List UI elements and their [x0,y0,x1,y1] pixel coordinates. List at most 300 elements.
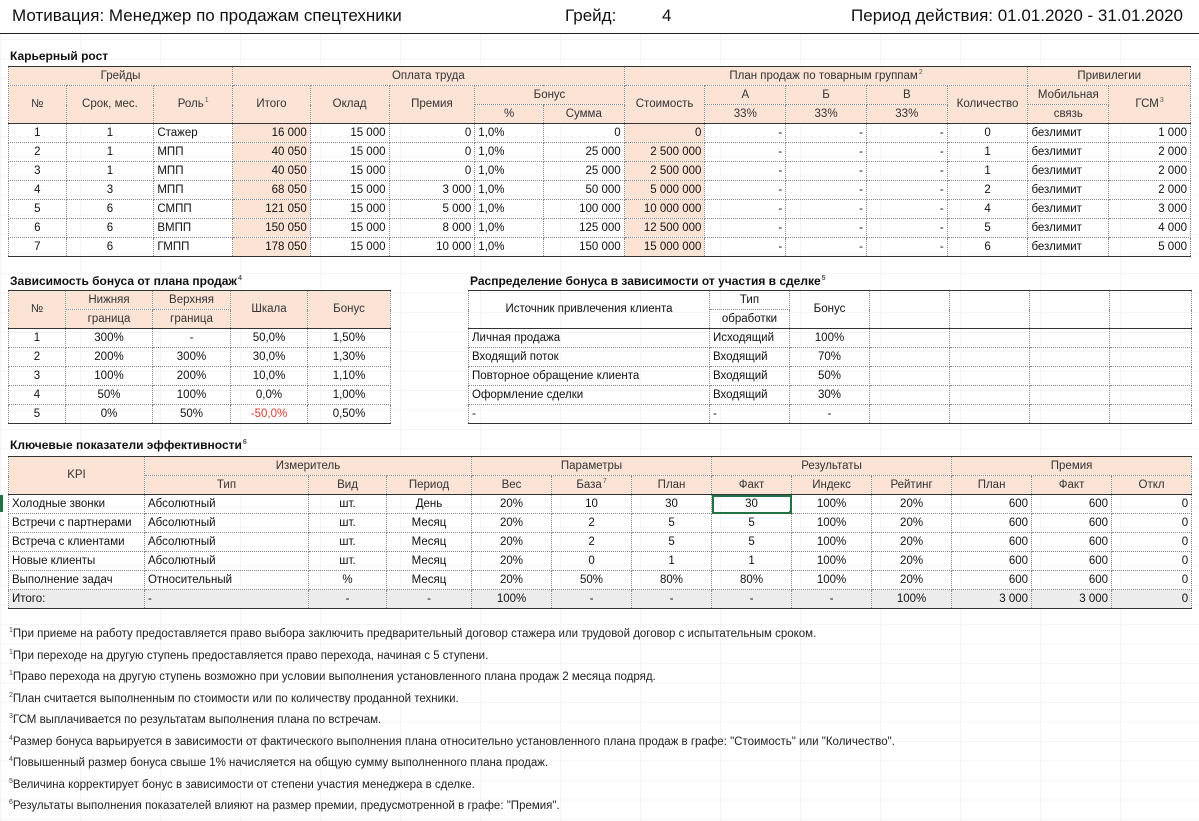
cell-cost[interactable]: 5 000 000 [624,181,705,200]
cell-source[interactable]: Входящий поток [469,348,710,367]
cell-qty[interactable]: 4 [947,200,1028,219]
cell-source[interactable]: - [469,405,710,424]
cell-lower[interactable]: 200% [66,348,153,367]
bdep-col-lower-2[interactable]: граница [66,310,153,329]
empty-cell[interactable] [1030,329,1110,348]
cell-total[interactable]: 40 050 [233,143,311,162]
cell-role[interactable]: МПП [154,143,233,162]
empty-cell[interactable] [1030,386,1110,405]
cell-index[interactable]: 100% [792,495,872,514]
cell-mobile[interactable]: безлимит [1028,143,1109,162]
cell-upper[interactable]: 50% [153,405,231,424]
kpi-group-results[interactable]: Результаты [712,457,952,476]
cell-bonus[interactable]: 1,50% [308,329,391,348]
col-term[interactable]: Срок, мес. [66,86,154,124]
cell-lower[interactable]: 300% [66,329,153,348]
kpi-col-period[interactable]: Период [387,476,472,495]
total-type[interactable]: - [145,590,309,609]
cell-premium[interactable]: 10 000 [389,238,475,257]
cell-v[interactable]: - [866,181,947,200]
empty-cell[interactable] [870,386,950,405]
bdist-col-type-1[interactable]: Тип [710,291,790,310]
cell-upper[interactable]: 300% [153,348,231,367]
cell-total[interactable]: 178 050 [233,238,311,257]
cell-num[interactable]: 4 [9,386,66,405]
cell-scale[interactable]: 10,0% [231,367,308,386]
cell-p-plan[interactable]: 600 [952,571,1032,590]
cell-role[interactable]: МПП [154,162,233,181]
cell-name[interactable]: Встречи с партнерами [9,514,145,533]
cell-premium[interactable]: 3 000 [389,181,475,200]
col-qty[interactable]: Количество [947,86,1028,124]
cell-rating[interactable]: 20% [872,571,952,590]
cell-type[interactable]: Абсолютный [145,533,309,552]
group-grades[interactable]: Грейды [9,67,233,86]
cell-scale[interactable]: 50,0% [231,329,308,348]
cell-mobile[interactable]: безлимит [1028,238,1109,257]
total-kind[interactable]: - [309,590,387,609]
cell-salary[interactable]: 15 000 [310,238,389,257]
cell-mobile[interactable]: безлимит [1028,200,1109,219]
col-a-pct[interactable]: 33% [705,105,786,124]
cell-b[interactable]: - [786,124,867,143]
empty-cell[interactable] [1030,367,1110,386]
cell-premium[interactable]: 0 [389,124,475,143]
cell-bonus[interactable]: 30% [790,386,870,405]
group-plan[interactable] [624,67,1028,86]
cell-v[interactable]: - [866,143,947,162]
kpi-group-premium[interactable]: Премия [952,457,1192,476]
col-premium[interactable]: Премия [389,86,475,124]
cell-gsm[interactable]: 2 000 [1109,162,1191,181]
col-salary[interactable]: Оклад [310,86,389,124]
cell-kind[interactable]: шт. [309,495,387,514]
cell-weight[interactable]: 20% [472,571,552,590]
cell-term[interactable]: 1 [66,143,154,162]
cell-p-dev[interactable]: 0 [1112,495,1192,514]
col-b-pct[interactable]: 33% [786,105,867,124]
kpi-col-weight[interactable]: Вес [472,476,552,495]
cell-kind[interactable]: шт. [309,552,387,571]
cell-source[interactable]: Оформление сделки [469,386,710,405]
cell-bonus[interactable]: 70% [790,348,870,367]
col-mobile-1[interactable]: Мобильная [1028,86,1109,105]
bonus-dist-title[interactable] [470,274,826,288]
sheet-title[interactable]: Мотивация: Менеджер по продажам спецтехники [12,6,402,25]
cell-plan[interactable]: 5 [632,514,712,533]
kpi-group-meter[interactable]: Измеритель [145,457,472,476]
cell-kind[interactable]: шт. [309,533,387,552]
cell-fact[interactable]: 5 [712,533,792,552]
cell-v[interactable]: - [866,124,947,143]
bdist-col-type-2[interactable]: обработки [710,310,790,329]
cell-type[interactable]: Относительный [145,571,309,590]
col-bonus-sum[interactable]: Сумма [543,105,624,124]
cell-type[interactable]: Входящий [710,367,790,386]
kpi-col-fact[interactable]: Факт [712,476,792,495]
cell-cost[interactable]: 0 [624,124,705,143]
cell-weight[interactable]: 20% [472,495,552,514]
col-cost[interactable]: Стоимость [624,86,705,124]
cell-salary[interactable]: 15 000 [310,200,389,219]
empty-cell[interactable] [1110,367,1192,386]
cell-period[interactable]: День [387,495,472,514]
cell-salary[interactable]: 15 000 [310,181,389,200]
cell-num[interactable]: 4 [9,181,67,200]
bdist-empty-cell[interactable] [950,291,1030,329]
cell-bonus-pct[interactable]: 1,0% [475,162,544,181]
cell-base[interactable]: 2 [552,514,632,533]
bdep-col-upper-2[interactable]: границa [153,310,231,329]
cell-bonus-sum[interactable]: 0 [543,124,624,143]
col-a[interactable]: А [705,86,786,105]
cell-num[interactable]: 1 [9,124,67,143]
cell-bonus[interactable]: 1,30% [308,348,391,367]
cell-total[interactable]: 121 050 [233,200,311,219]
cell-role[interactable]: Стажер [154,124,233,143]
cell-cost[interactable]: 2 500 000 [624,143,705,162]
cell-base[interactable]: 10 [552,495,632,514]
bdist-col-source[interactable]: Источник привлечения клиента [469,291,710,329]
col-bonus[interactable]: Бонус [475,86,624,105]
cell-role[interactable]: МПП [154,181,233,200]
cell-term[interactable]: 6 [66,219,154,238]
cell-p-plan[interactable]: 600 [952,514,1032,533]
cell-p-dev[interactable]: 0 [1112,533,1192,552]
col-role[interactable] [154,86,233,124]
cell-bonus[interactable]: 0,50% [308,405,391,424]
cell-premium[interactable]: 0 [389,162,475,181]
total-p-plan[interactable]: 3 000 [952,590,1032,609]
cell-a[interactable]: - [705,143,786,162]
bdist-empty-cell[interactable] [1110,291,1192,329]
cell-a[interactable]: - [705,181,786,200]
cell-cost[interactable]: 2 500 000 [624,162,705,181]
cell-type[interactable]: - [710,405,790,424]
cell-total[interactable]: 40 050 [233,162,311,181]
bdep-col-num[interactable]: № [9,291,66,329]
footnote[interactable] [8,693,1188,715]
group-pay[interactable]: Оплата труда [233,67,625,86]
cell-gsm[interactable]: 1 000 [1109,124,1191,143]
cell-bonus[interactable]: 100% [790,329,870,348]
group-priv[interactable]: Привилегии [1028,67,1191,86]
empty-cell[interactable] [1110,329,1192,348]
kpi-col-premium-fact[interactable]: Факт [1032,476,1112,495]
total-plan[interactable]: - [632,590,712,609]
cell-type[interactable]: Абсолютный [145,552,309,571]
empty-cell[interactable] [1110,386,1192,405]
cell-salary[interactable]: 15 000 [310,124,389,143]
cell-bonus-pct[interactable]: 1,0% [475,124,544,143]
cell-period[interactable]: Месяц [387,514,472,533]
cell-lower[interactable]: 100% [66,367,153,386]
cell-gsm[interactable]: 3 000 [1109,200,1191,219]
cell-bonus-pct[interactable]: 1,0% [475,181,544,200]
footnote[interactable] [8,800,1188,821]
cell-scale[interactable]: 30,0% [231,348,308,367]
footnote[interactable] [8,779,1188,801]
cell-mobile[interactable]: безлимит [1028,219,1109,238]
total-weight[interactable]: 100% [472,590,552,609]
cell-plan[interactable]: 30 [632,495,712,514]
career-title[interactable]: Карьерный рост [10,49,109,63]
cell-index[interactable]: 100% [792,514,872,533]
empty-cell[interactable] [870,348,950,367]
kpi-col-premium-dev[interactable]: Откл [1112,476,1192,495]
cell-upper[interactable]: 100% [153,386,231,405]
cell-term[interactable]: 1 [66,162,154,181]
col-num[interactable]: № [9,86,67,124]
cell-a[interactable]: - [705,124,786,143]
cell-term[interactable]: 6 [66,200,154,219]
cell-bonus-pct[interactable]: 1,0% [475,238,544,257]
cell-weight[interactable]: 20% [472,514,552,533]
kpi-col-premium-plan[interactable]: План [952,476,1032,495]
cell-term[interactable]: 1 [66,124,154,143]
cell-mobile[interactable]: безлимит [1028,181,1109,200]
cell-role[interactable]: ВМПП [154,219,233,238]
cell-fact[interactable]: 1 [712,552,792,571]
cell-total[interactable]: 150 050 [233,219,311,238]
cell-num[interactable]: 3 [9,367,66,386]
cell-upper[interactable]: 200% [153,367,231,386]
total-p-fact[interactable]: 3 000 [1032,590,1112,609]
cell-a[interactable]: - [705,219,786,238]
cell-scale[interactable]: -50,0% [231,405,308,424]
cell-num[interactable]: 1 [9,329,66,348]
cell-salary[interactable]: 15 000 [310,219,389,238]
empty-cell[interactable] [950,329,1030,348]
cell-cost[interactable]: 12 500 000 [624,219,705,238]
cell-num[interactable]: 2 [9,143,67,162]
cell-bonus-sum[interactable]: 125 000 [543,219,624,238]
cell-name[interactable]: Выполнение задач [9,571,145,590]
cell-role[interactable]: ГМПП [154,238,233,257]
kpi-col-rating[interactable]: Рейтинг [872,476,952,495]
cell-num[interactable]: 5 [9,200,67,219]
kpi-col-index[interactable]: Индекс [792,476,872,495]
cell-qty[interactable]: 5 [947,219,1028,238]
cell-bonus-sum[interactable]: 150 000 [543,238,624,257]
cell-plan[interactable]: 80% [632,571,712,590]
empty-cell[interactable] [1030,405,1110,424]
cell-num[interactable]: 5 [9,405,66,424]
cell-p-fact[interactable]: 600 [1032,514,1112,533]
cell-type[interactable]: Исходящий [710,329,790,348]
cell-b[interactable]: - [786,238,867,257]
footnote[interactable] [8,628,1188,650]
cell-premium[interactable]: 0 [389,143,475,162]
cell-a[interactable]: - [705,238,786,257]
cell-b[interactable]: - [786,200,867,219]
cell-cost[interactable]: 15 000 000 [624,238,705,257]
grade-value[interactable]: 4 [662,6,672,25]
empty-cell[interactable] [1110,405,1192,424]
footnote[interactable] [8,650,1188,672]
cell-plan[interactable]: 1 [632,552,712,571]
cell-gsm[interactable]: 2 000 [1109,181,1191,200]
empty-cell[interactable] [1030,348,1110,367]
kpi-col-type[interactable]: Тип [145,476,309,495]
cell-kind[interactable]: шт. [309,514,387,533]
cell-lower[interactable]: 50% [66,386,153,405]
cell-a[interactable]: - [705,200,786,219]
cell-weight[interactable]: 20% [472,552,552,571]
cell-bonus[interactable]: 50% [790,367,870,386]
empty-cell[interactable] [870,367,950,386]
cell-premium[interactable]: 8 000 [389,219,475,238]
footnote[interactable] [8,714,1188,736]
cell-p-dev[interactable]: 0 [1112,514,1192,533]
cell-lower[interactable]: 0% [66,405,153,424]
cell-type[interactable]: Абсолютный [145,495,309,514]
cell-p-plan[interactable]: 600 [952,533,1032,552]
cell-type[interactable]: Абсолютный [145,514,309,533]
cell-bonus-pct[interactable]: 1,0% [475,219,544,238]
cell-p-fact[interactable]: 600 [1032,552,1112,571]
cell-salary[interactable]: 15 000 [310,162,389,181]
cell-kind[interactable]: % [309,571,387,590]
cell-fact[interactable]: 30 [712,495,792,514]
kpi-col-kpi[interactable]: KPI [9,457,145,495]
total-rating[interactable]: 100% [872,590,952,609]
total-p-dev[interactable]: 0 [1112,590,1192,609]
cell-num[interactable]: 3 [9,162,67,181]
cell-name[interactable]: Холодные звонки [9,495,145,514]
cell-index[interactable]: 100% [792,571,872,590]
cell-term[interactable]: 3 [66,181,154,200]
kpi-col-plan[interactable]: План [632,476,712,495]
col-total[interactable]: Итого [233,86,311,124]
cell-v[interactable]: - [866,238,947,257]
cell-v[interactable]: - [866,162,947,181]
footnote[interactable] [8,671,1188,693]
cell-scale[interactable]: 0,0% [231,386,308,405]
total-period[interactable]: - [387,590,472,609]
cell-qty[interactable]: 6 [947,238,1028,257]
cell-bonus-sum[interactable]: 50 000 [543,181,624,200]
cell-bonus-sum[interactable]: 25 000 [543,162,624,181]
kpi-col-kind[interactable]: Вид [309,476,387,495]
cell-weight[interactable]: 20% [472,533,552,552]
col-mobile-2[interactable]: связь [1028,105,1109,124]
cell-base[interactable]: 2 [552,533,632,552]
cell-source[interactable]: Личная продажа [469,329,710,348]
cell-plan[interactable]: 5 [632,533,712,552]
cell-num[interactable]: 7 [9,238,67,257]
footnote[interactable] [8,757,1188,779]
cell-name[interactable]: Встреча с клиентами [9,533,145,552]
cell-term[interactable]: 6 [66,238,154,257]
cell-index[interactable]: 100% [792,533,872,552]
cell-fact[interactable]: 80% [712,571,792,590]
empty-cell[interactable] [950,367,1030,386]
total-base[interactable]: - [552,590,632,609]
cell-rating[interactable]: 20% [872,552,952,571]
cell-bonus-pct[interactable]: 1,0% [475,200,544,219]
cell-mobile[interactable]: безлимит [1028,124,1109,143]
cell-period[interactable]: Месяц [387,552,472,571]
cell-index[interactable]: 100% [792,552,872,571]
period-label[interactable]: Период действия: 01.01.2020 - 31.01.2020 [851,6,1183,25]
col-bonus-pct[interactable]: % [475,105,544,124]
cell-p-plan[interactable]: 600 [952,495,1032,514]
cell-bonus[interactable]: 1,10% [308,367,391,386]
cell-p-dev[interactable]: 0 [1112,571,1192,590]
cell-p-dev[interactable]: 0 [1112,552,1192,571]
cell-source[interactable]: Повторное обращение клиента [469,367,710,386]
cell-bonus-sum[interactable]: 25 000 [543,143,624,162]
bdist-empty-cell[interactable] [870,291,950,329]
cell-total[interactable]: 68 050 [233,181,311,200]
cell-type[interactable]: Входящий [710,348,790,367]
cell-qty[interactable]: 2 [947,181,1028,200]
bdep-col-upper-1[interactable]: Верхняя [153,291,231,310]
cell-salary[interactable]: 15 000 [310,143,389,162]
cell-b[interactable]: - [786,219,867,238]
cell-base[interactable]: 50% [552,571,632,590]
cell-period[interactable]: Месяц [387,571,472,590]
cell-b[interactable]: - [786,143,867,162]
empty-cell[interactable] [950,348,1030,367]
cell-role[interactable]: СМПП [154,200,233,219]
col-v[interactable]: В [866,86,947,105]
cell-b[interactable]: - [786,181,867,200]
cell-base[interactable]: 0 [552,552,632,571]
grade-label[interactable]: Грейд: [565,6,617,25]
bdist-col-bonus[interactable]: Бонус [790,291,870,329]
cell-a[interactable]: - [705,162,786,181]
cell-gsm[interactable]: 4 000 [1109,219,1191,238]
empty-cell[interactable] [950,386,1030,405]
bdep-col-lower-1[interactable]: Нижняя [66,291,153,310]
cell-b[interactable]: - [786,162,867,181]
cell-p-fact[interactable]: 600 [1032,533,1112,552]
cell-v[interactable]: - [866,200,947,219]
cell-rating[interactable]: 20% [872,495,952,514]
cell-p-plan[interactable]: 600 [952,552,1032,571]
cell-qty[interactable]: 1 [947,162,1028,181]
bonus-dep-title[interactable] [10,274,242,288]
cell-fact[interactable]: 5 [712,514,792,533]
cell-num[interactable]: 2 [9,348,66,367]
cell-mobile[interactable]: безлимит [1028,162,1109,181]
total-fact[interactable]: - [712,590,792,609]
cell-p-fact[interactable]: 600 [1032,495,1112,514]
kpi-group-params[interactable]: Параметры [472,457,712,476]
col-b[interactable]: Б [786,86,867,105]
bdep-col-bonus[interactable]: Бонус [308,291,391,329]
cell-name[interactable]: Новые клиенты [9,552,145,571]
cell-total[interactable]: 16 000 [233,124,311,143]
bdist-empty-cell[interactable] [1030,291,1110,329]
cell-v[interactable]: - [866,219,947,238]
cell-qty[interactable]: 1 [947,143,1028,162]
cell-gsm[interactable]: 2 000 [1109,143,1191,162]
empty-cell[interactable] [950,405,1030,424]
cell-rating[interactable]: 20% [872,514,952,533]
empty-cell[interactable] [1110,348,1192,367]
col-v-pct[interactable]: 33% [866,105,947,124]
kpi-title[interactable] [10,438,247,452]
footnote[interactable] [8,736,1188,758]
total-name[interactable]: Итого: [9,590,145,609]
empty-cell[interactable] [870,405,950,424]
cell-num[interactable]: 6 [9,219,67,238]
total-index[interactable]: - [792,590,872,609]
cell-type[interactable]: Входящий [710,386,790,405]
